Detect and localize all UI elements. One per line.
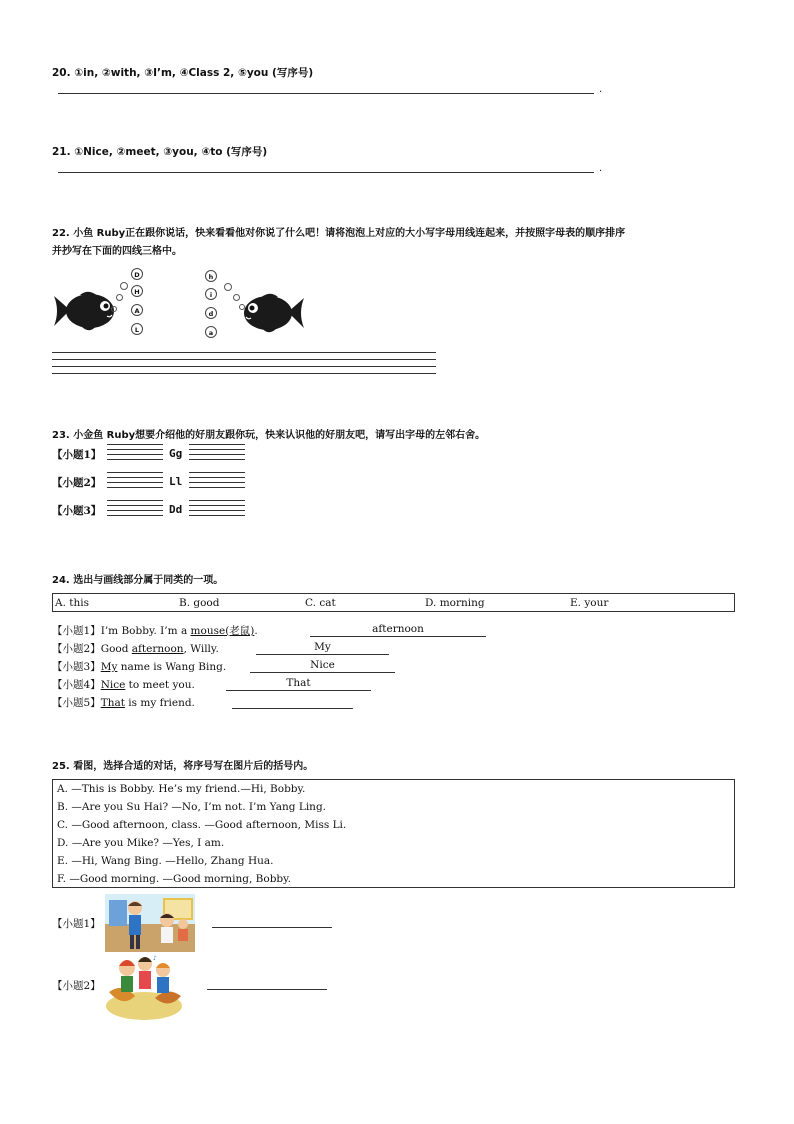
question-21-text: 21. ①Nice, ②meet, ③you, ④to (写序号) [52,146,268,158]
bubble-letter-d[interactable]: d [205,307,217,319]
q24-option-b: B. good [179,597,220,609]
q24-item4-post: to meet you. [125,679,195,691]
q23-item2-left-lines[interactable] [107,472,163,492]
q24-item4-label: 【小题4】 [52,679,101,691]
q25-dialog-d: D. —Are you Mike? —Yes, I am. [57,837,225,849]
q24-item2-pre: Good [100,643,132,655]
q23-item2-letter: Ll [169,475,183,488]
q24-item2 [52,641,219,656]
small-bubble [224,283,232,291]
bubble-letter-L[interactable]: L [131,323,143,335]
bubble-letter-a[interactable]: a [205,326,217,338]
q23-item1-letter: Gg [169,447,183,460]
small-bubble [111,306,117,312]
q24-item1 [52,623,258,638]
fish-left-image [52,290,118,334]
q25-dialog-f: F. —Good morning. —Good morning, Bobby. [57,873,292,885]
svg-text:♪: ♪ [153,955,157,962]
q23-item1-left-lines[interactable] [107,444,163,464]
question-24-text: 24. 选出与画线部分属于同类的一项。 [52,575,224,586]
q24-item5-post: is my friend. [124,697,195,709]
q24-item4 [52,677,195,692]
small-bubble [233,294,240,301]
bubble-letter-h[interactable]: h [205,270,217,282]
q24-item1-underlined: mouse(老鼠) [190,625,255,637]
q24-item5-answer[interactable] [232,695,353,709]
q24-item1-post: . [254,625,258,637]
q24-item5 [52,695,195,710]
q23-item3-right-lines[interactable] [189,500,245,520]
q24-item3-underlined: My [100,661,118,673]
q24-item3-post: name is Wang Bing. [117,661,227,673]
q25-dialog-c: C. —Good afternoon, class. —Good afternoon, Miss Li. [57,819,347,831]
q24-item2-post: , Willy. [183,643,219,655]
q25-item1-label: 【小题1】 [52,918,101,930]
small-bubble [120,282,128,290]
q24-item5-label: 【小题5】 [52,697,101,709]
q25-dialog-a: A. —This is Bobby. He’s my friend.—Hi, Bobby. [57,783,306,795]
period-21: . [599,163,603,174]
answer-line-21[interactable] [58,172,594,173]
q24-options-box [52,593,735,612]
q23-item3-left-lines[interactable] [107,500,163,520]
q25-item2-answer-line[interactable] [207,989,327,990]
q23-item1-right-lines[interactable] [189,444,245,464]
bubble-letter-D[interactable]: D [131,268,143,280]
q23-item3-letter: Dd [169,503,183,516]
q24-item3-label: 【小题3】 [52,661,101,673]
q23-item2-right-lines[interactable] [189,472,245,492]
q25-dialog-e: E. —Hi, Wang Bing. —Hello, Zhang Hua. [57,855,274,867]
q24-item1-pre: I’m Bobby. I’m a [100,625,191,637]
small-bubble [116,294,123,301]
q25-dialog-box [52,779,735,888]
q24-item1-label: 【小题1】 [52,625,101,637]
question-20-text: 20. ①in, ②with, ③I’m, ④Class 2, ⑤you (写序号) [52,67,314,79]
q24-item1-answer[interactable]: afternoon [310,623,486,637]
q24-item3-answer[interactable]: Nice [250,659,395,673]
bubble-letter-i[interactable]: i [205,288,217,300]
q25-dialog-b: B. —Are you Su Hai? —No, I’m not. I’m Yang Ling. [57,801,327,813]
four-line-grid[interactable] [52,352,436,374]
q24-item4-underlined: Nice [100,679,126,691]
q25-item1-answer-line[interactable] [212,927,332,928]
question-22-text-line1: 22. 小鱼 Ruby正在跟你说话，快来看看他对你说了什么吧！请将泡泡上对应的大小写字母用线连起来，并按照字母表的顺序排序 [52,228,626,239]
q24-item2-label: 【小题2】 [52,643,101,655]
question-22-text-line2: 并抄写在下面的四线三格中。 [52,246,182,257]
answer-line-20[interactable] [58,93,594,94]
q25-item2-label: 【小题2】 [52,980,101,992]
question-23-text: 23. 小金鱼 Ruby想要介绍他的好朋友跟你玩，快来认识他的好朋友吧，请写出字母的左邻右舍。 [52,430,486,441]
bubble-letter-A[interactable]: A [131,304,143,316]
q24-item2-answer[interactable]: My [256,641,389,655]
q24-item2-underlined: afternoon [131,643,184,655]
bubble-letter-H[interactable]: H [131,285,143,297]
q24-option-c: C. cat [305,597,336,609]
q24-item4-answer[interactable]: That [226,677,371,691]
period-20: . [599,84,603,95]
question-25-text: 25. 看图，选择合适的对话，将序号写在图片后的括号内。 [52,761,314,772]
q24-option-e: E. your [570,597,609,609]
q24-item3 [52,659,226,674]
q24-option-d: D. morning [425,597,485,609]
children-greeting-image [105,952,183,1020]
q24-option-a: A. this [55,597,89,609]
fish-right-image [240,292,306,336]
q23-item2-label: 【小题2】 [52,477,102,489]
q23-item1-label: 【小题1】 [52,449,102,461]
q24-item5-underlined: That [100,697,125,709]
q23-item3-label: 【小题3】 [52,505,102,517]
classroom-scene-image [105,894,195,952]
